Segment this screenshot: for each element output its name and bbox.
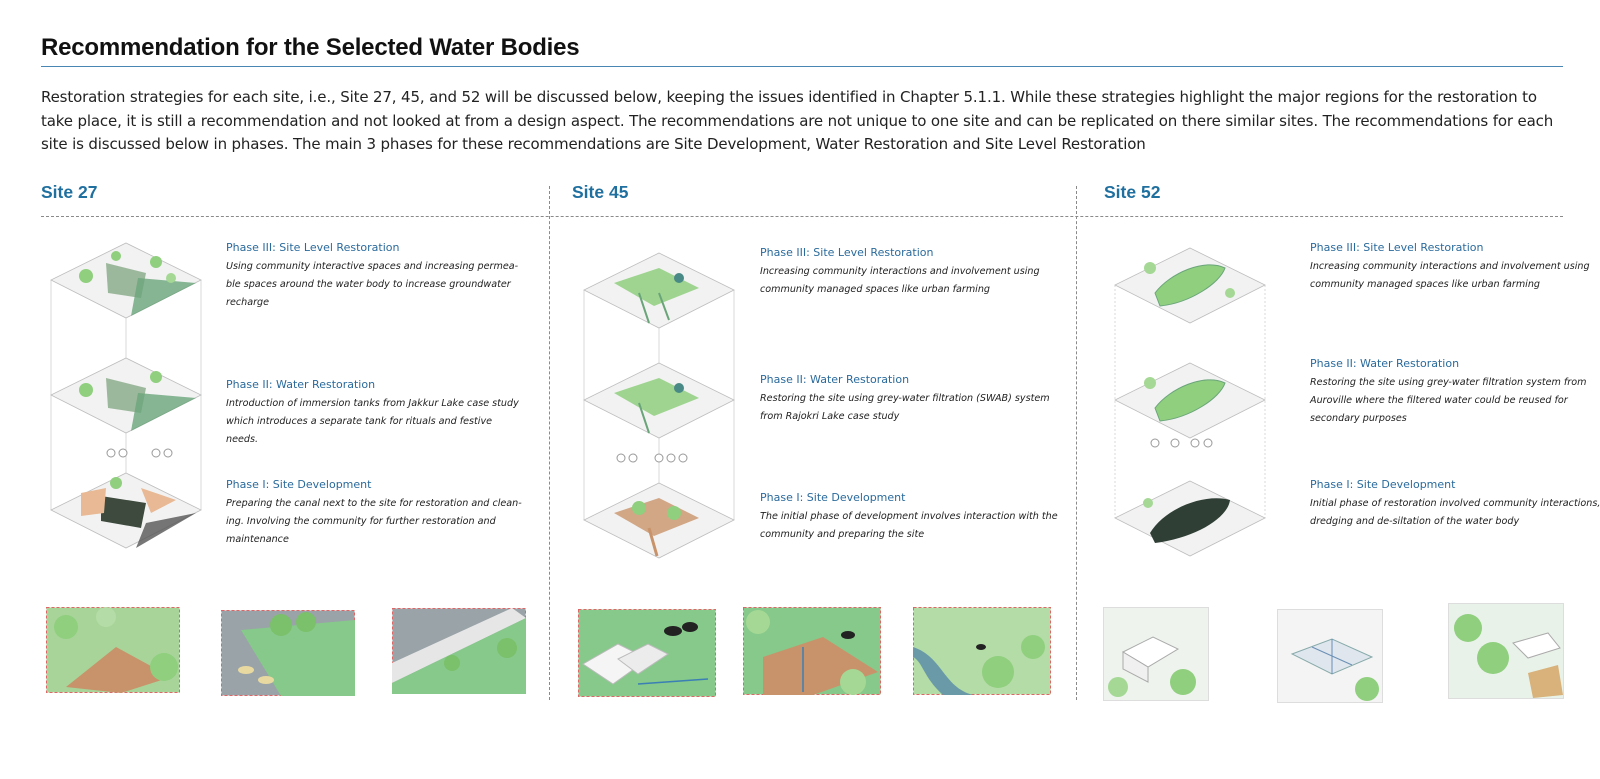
- phase-title: Phase II: Water Restoration: [226, 378, 376, 391]
- phase-description: Introduction of immersion tanks from Jakkur Lake case study which introduces a separate tank for rituals and festive needs.: [226, 398, 519, 445]
- phase-description: Increasing community interactions and involvement using community managed spaces like urban farming: [1310, 261, 1590, 290]
- site-52-layer-1: [1115, 481, 1265, 556]
- site-52-phase-2: [1310, 357, 1600, 428]
- site-52-thumbnail-2: [1277, 609, 1383, 703]
- site-45-layer-2: [584, 363, 734, 438]
- site-45-axonometric-stack: [579, 238, 739, 568]
- site-27-layer-2: [51, 358, 201, 433]
- phase-title: Phase III: Site Level Restoration: [1310, 241, 1484, 254]
- site-27-axonometric-stack: [46, 238, 206, 568]
- site-52-icons: [1151, 439, 1212, 447]
- site-27-thumbnail-2: [221, 610, 355, 696]
- phase-description: Increasing community interactions and involvement using community managed spaces like urban farming: [760, 266, 1040, 295]
- site-45-phase-3: [760, 246, 1060, 299]
- site-27-icons: [107, 449, 172, 457]
- phase-description: Preparing the canal next to the site for restoration and clean-ing. Involving the community for further restoration and maintenance: [226, 498, 522, 545]
- site-45-thumbnail-2: [743, 607, 881, 695]
- site-45-layer-3: [584, 253, 734, 328]
- site-45-heading: Site 45: [572, 182, 629, 202]
- column-divider-2: [1076, 186, 1077, 700]
- site-27-phase-3: [226, 241, 526, 312]
- site-52-axonometric-stack: [1110, 238, 1270, 568]
- phase-title: Phase I: Site Development: [226, 478, 372, 491]
- phase-description: Restoring the site using grey-water filtration system from Auroville where the filtered water could be reused for secondary purposes: [1310, 377, 1587, 424]
- intro-paragraph: Restoration strategies for each site, i.e., Site 27, 45, and 52 will be discussed below, keeping the issues identified in Chapter 5.1.1. While these strategies highlight the major regions for the restoration to take place, it is still a recommendation and not looked at from a design aspect. The recommendations are not unique to one site and can be replicated on there similar sites. The recommendations for each site is discussed below in phases. The main 3 phases for these recommendations are Site Development, Water Restoration and Site Level Restoration: [41, 88, 1554, 153]
- site-45-phase-2: [760, 373, 1060, 426]
- site-52-thumbnail-3: [1448, 603, 1564, 699]
- phase-title: Phase II: Water Restoration: [1310, 357, 1460, 370]
- site-27-layer-1: [51, 473, 201, 548]
- site-52-heading: Site 52: [1104, 182, 1161, 202]
- phase-description: Initial phase of restoration involved community interactions, dredging and de-siltation of the water body: [1310, 498, 1600, 527]
- title-underline: [41, 66, 1563, 67]
- site-45-thumbnail-1: [578, 609, 716, 697]
- site-45-icons: [617, 454, 687, 462]
- column-divider-1: [549, 186, 550, 700]
- site-27-thumbnail-3: [392, 608, 526, 694]
- site-52-phase-1: [1310, 478, 1600, 531]
- site-52-phase-3: [1310, 241, 1600, 294]
- phase-title: Phase I: Site Development: [1310, 478, 1456, 491]
- site-52-layer-3: [1115, 248, 1265, 323]
- phase-title: Phase I: Site Development: [760, 491, 906, 504]
- site-27-heading: Site 27: [41, 182, 98, 202]
- phase-title: Phase II: Water Restoration: [760, 373, 910, 386]
- phase-title: Phase III: Site Level Restoration: [760, 246, 934, 259]
- site-52-thumbnail-1: [1103, 607, 1209, 701]
- phase-description: The initial phase of development involves interaction with the community and preparing the site: [760, 511, 1058, 540]
- site-45-phase-1: [760, 491, 1060, 544]
- phase-title: Phase III: Site Level Restoration: [226, 241, 400, 254]
- site-27-phase-1: [226, 478, 526, 549]
- site-27-thumbnail-1: [46, 607, 180, 693]
- site-27-phase-2: [226, 378, 526, 449]
- page-title: Recommendation for the Selected Water Bodies: [41, 34, 580, 61]
- section-divider: [41, 216, 1563, 217]
- site-52-layer-2: [1115, 363, 1265, 438]
- phase-description: Using community interactive spaces and increasing permea-ble spaces around the water body to increase groundwater recharge: [226, 261, 519, 308]
- phase-description: Restoring the site using grey-water filtration (SWAB) system from Rajokri Lake case study: [760, 393, 1050, 422]
- site-27-layer-3: [51, 243, 201, 318]
- site-45-thumbnail-3: [913, 607, 1051, 695]
- site-45-layer-1: [584, 483, 734, 558]
